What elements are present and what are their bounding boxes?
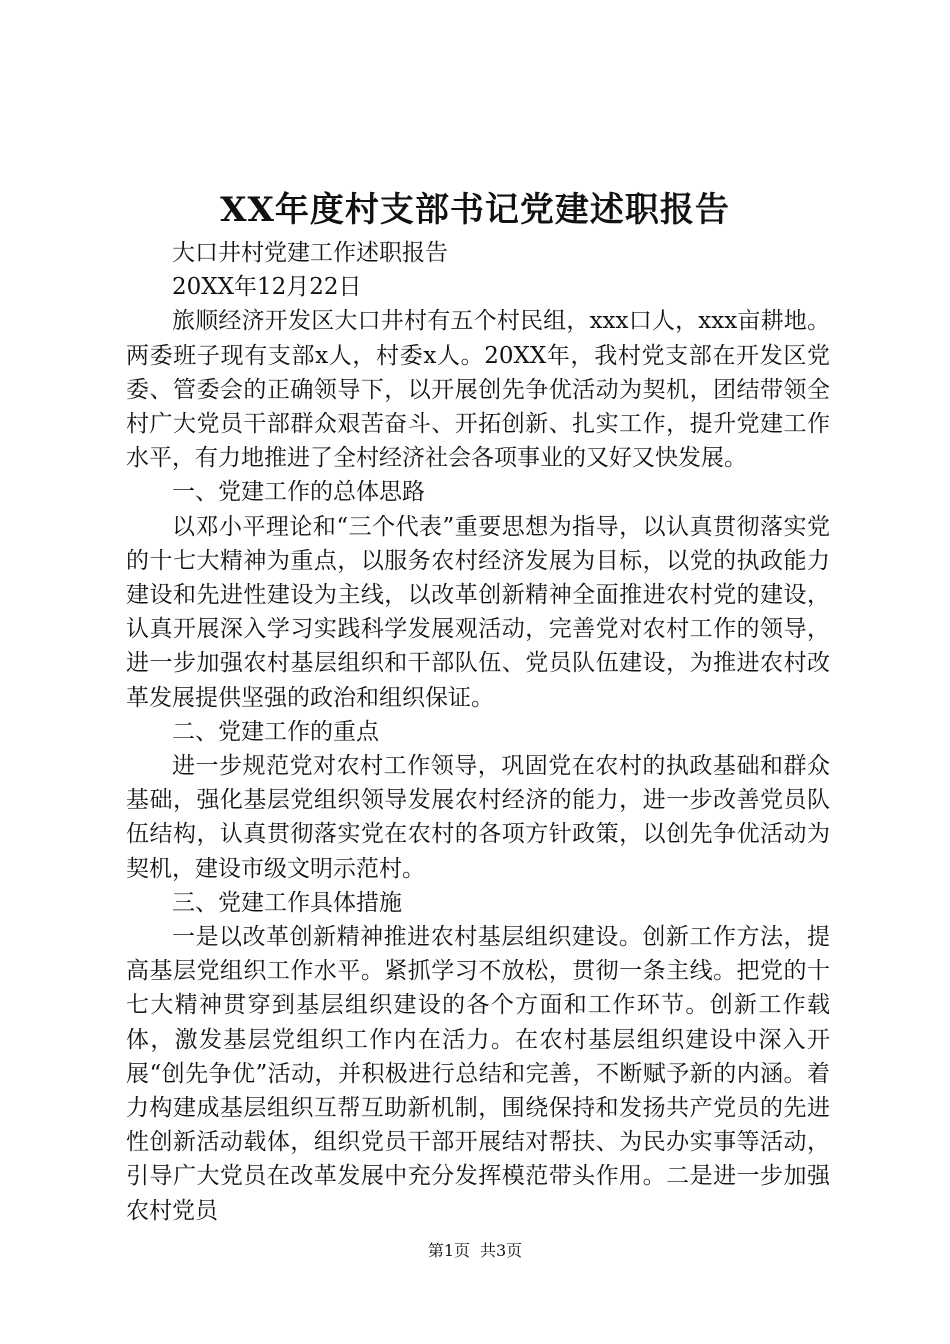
page-total: 共3页 <box>480 1241 523 1260</box>
page-number: 第1页 <box>427 1241 470 1260</box>
section-heading: 二、党建工作的重点 <box>172 718 379 745</box>
body-paragraph: 进一步规范党对农村工作领导，巩固党在农村的执政基础和群众基础，强化基层党组织领导发展农村经济的能力，进一步改善党员队伍结构，认真贯彻落实党在农村的各项方针政策，以创先争优活动为契机，建设市级文明示范村。 <box>126 753 830 882</box>
report-subtitle: 大口井村党建工作述职报告 <box>172 240 448 266</box>
body-paragraph: 一是以改革创新精神推进农村基层组织建设。创新工作方法，提高基层党组织工作水平。紧抓学习不放松，贯彻一条主线。把党的十七大精神贯穿到基层组织建设的各个方面和工作环节。创新工作载体，激发基层党组织工作内在活力。在农村基层组织建设中深入开展“创先争优”活动，并积极进行总结和完善，不断赋予新的内涵。着力构建成基层组织互帮互助新机制，围绕保持和发扬共产党员的先进性创新活动载体，组织党员干部开展结对帮扶、为民办实事等活动，引导广大党员在改革发展中充分发挥模范带头作用。二是进一步加强农村党员 <box>126 924 830 1224</box>
report-date: 20XX年12月22日 <box>172 274 362 301</box>
document-title: XX年度村支部书记党建述职报告 <box>220 190 730 230</box>
body-paragraph: 旅顺经济开发区大口井村有五个村民组，xxx口人，xxx亩耕地。两委班子现有支部x人，村委x人。20XX年，我村党支部在开发区党委、管委会的正确领导下，以开展创先争优活动为契机，团结带领全村广大党员干部群众艰苦奋斗、开拓创新、扎实工作，提升党建工作水平，有力地推进了全村经济社会各项事业的又好又快发展。 <box>126 308 830 472</box>
page-footer <box>0 1240 950 1262</box>
document-body <box>126 236 830 1228</box>
section-heading: 一、党建工作的总体思路 <box>172 479 425 506</box>
body-paragraph: 以邓小平理论和“三个代表”重要思想为指导，以认真贯彻落实党的十七大精神为重点，以服务农村经济发展为目标，以党的执政能力建设和先进性建设为主线，以改革创新精神全面推进农村党的建设，认真开展深入学习实践科学发展观活动，完善党对农村工作的领导，进一步加强农村基层组织和干部队伍、党员队伍建设，为推进农村改革发展提供坚强的政治和组织保证。 <box>126 513 830 711</box>
section-heading: 三、党建工作具体措施 <box>172 889 402 916</box>
